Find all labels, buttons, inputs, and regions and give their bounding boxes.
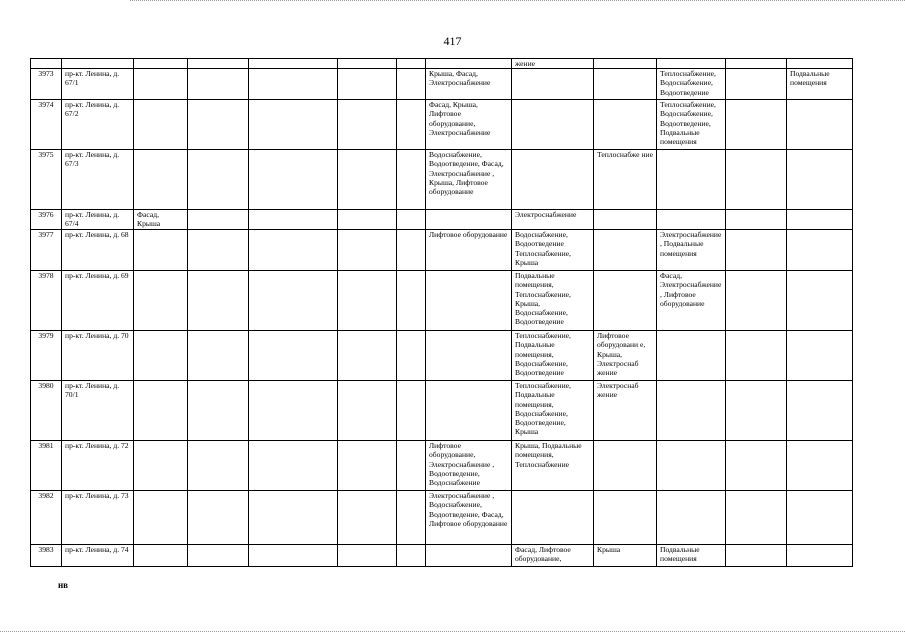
work-type-cell: Подвальные помещения, Теплоснабжение, Крыша, Водоснабжение, Водоотведение [512, 271, 594, 331]
work-type-cell [726, 331, 787, 381]
row-number-cell: 3975 [31, 150, 62, 210]
work-type-cell [657, 491, 726, 545]
work-type-cell [657, 331, 726, 381]
address-cell: пр-кт. Ленина, д. 72 [62, 441, 134, 491]
work-type-cell [249, 271, 338, 331]
address-cell: пр-кт. Ленина, д. 67/1 [62, 69, 134, 100]
row-number-cell: 3979 [31, 331, 62, 381]
continuation-cell: жение [512, 59, 594, 69]
work-type-cell [397, 545, 426, 567]
work-type-cell [134, 150, 188, 210]
address-cell: пр-кт. Ленина, д. 69 [62, 271, 134, 331]
table-row [31, 271, 853, 331]
work-type-cell: Теплоснабжение, Подвальные помещения, Водоснабжение, Водоотведение, Крыша [512, 381, 594, 441]
continuation-row [31, 59, 853, 69]
scan-edge-top [130, 0, 905, 2]
work-type-cell [594, 271, 657, 331]
work-type-cell [134, 331, 188, 381]
work-type-cell [787, 150, 853, 210]
work-type-cell [338, 69, 397, 100]
work-type-cell [426, 545, 512, 567]
work-type-cell [397, 210, 426, 230]
work-type-cell [249, 491, 338, 545]
work-type-cell [426, 271, 512, 331]
row-number-cell: 3983 [31, 545, 62, 567]
work-type-cell [397, 331, 426, 381]
work-type-cell [426, 210, 512, 230]
work-type-cell: Крыша [594, 545, 657, 567]
address-cell: пр-кт. Ленина, д. 67/4 [62, 210, 134, 230]
work-type-cell [397, 381, 426, 441]
work-type-cell: Лифтовое оборудовани е, Крыша, Электроснаб жение [594, 331, 657, 381]
work-type-cell [512, 69, 594, 100]
work-type-cell [188, 381, 249, 441]
address-cell: пр-кт. Ленина, д. 74 [62, 545, 134, 567]
work-type-cell [188, 100, 249, 150]
table-row [31, 100, 853, 150]
row-number-cell: 3977 [31, 230, 62, 271]
work-type-cell [594, 210, 657, 230]
work-type-cell [657, 441, 726, 491]
work-type-cell [594, 230, 657, 271]
row-number-cell: 3981 [31, 441, 62, 491]
work-type-cell [338, 271, 397, 331]
row-number-cell: 3973 [31, 69, 62, 100]
work-type-cell: Подвальные помещения [657, 545, 726, 567]
work-type-cell [134, 271, 188, 331]
work-type-cell [726, 271, 787, 331]
work-type-cell [338, 150, 397, 210]
work-type-cell [512, 150, 594, 210]
work-type-cell: Теплоснабжение, Водоснабжение, Водоотведение [657, 69, 726, 100]
work-type-cell [594, 441, 657, 491]
work-type-cell [134, 230, 188, 271]
work-type-cell [249, 150, 338, 210]
work-type-cell [787, 441, 853, 491]
work-type-cell [512, 491, 594, 545]
work-type-cell: Водоснабжение, Водоотведение Теплоснабжение, Крыша [512, 230, 594, 271]
work-type-cell [249, 381, 338, 441]
work-type-cell: Подвальные помещения [787, 69, 853, 100]
work-type-cell [134, 491, 188, 545]
work-type-cell [397, 441, 426, 491]
work-type-cell [397, 230, 426, 271]
scan-edge-bottom [0, 631, 905, 633]
table-row [31, 150, 853, 210]
work-type-cell [338, 230, 397, 271]
table-row [31, 210, 853, 230]
work-type-cell: Теплоснабжение, Подвальные помещения, Водоснабжение, Водоотведение [512, 331, 594, 381]
work-type-cell: Теплоснабже ние [594, 150, 657, 210]
address-cell: пр-кт. Ленина, д. 73 [62, 491, 134, 545]
work-type-cell [726, 69, 787, 100]
work-type-cell: Фасад, Электроснабжение, Лифтовое оборудование [657, 271, 726, 331]
work-type-cell [726, 491, 787, 545]
work-type-cell: Теплоснабжение, Водоснабжение, Водоотведение, Подвальные помещения [657, 100, 726, 150]
work-type-cell [188, 271, 249, 331]
work-type-cell: Лифтовое оборудование [426, 230, 512, 271]
work-type-cell [594, 100, 657, 150]
work-type-cell [397, 100, 426, 150]
table-row [31, 230, 853, 271]
table-row [31, 441, 853, 491]
work-type-cell: Электроснабжение, Подвальные помещения [657, 230, 726, 271]
work-type-cell [726, 381, 787, 441]
work-type-cell [338, 491, 397, 545]
table-row [31, 545, 853, 567]
work-type-cell [134, 545, 188, 567]
work-type-cell [249, 100, 338, 150]
work-type-cell [397, 271, 426, 331]
work-type-cell [512, 100, 594, 150]
work-type-cell: Крыша, Подвальные помещения, Теплоснабжение [512, 441, 594, 491]
work-type-cell [787, 100, 853, 150]
work-type-cell [338, 100, 397, 150]
table-row [31, 491, 853, 545]
address-cell: пр-кт. Ленина, д. 67/2 [62, 100, 134, 150]
work-type-cell [726, 545, 787, 567]
work-type-cell [397, 69, 426, 100]
work-type-cell [726, 100, 787, 150]
work-type-cell [134, 441, 188, 491]
work-type-cell [134, 100, 188, 150]
work-type-cell [188, 150, 249, 210]
work-type-cell [134, 69, 188, 100]
work-type-cell [397, 150, 426, 210]
work-type-cell: Электроснабжение , Водоснабжение, Водоотведение, Фасад, Лифтовое оборудование [426, 491, 512, 545]
table-row [31, 69, 853, 100]
work-type-cell [249, 441, 338, 491]
work-type-cell [787, 381, 853, 441]
work-type-cell [726, 210, 787, 230]
work-type-cell [426, 331, 512, 381]
work-type-cell: Фасад, Крыша [134, 210, 188, 230]
work-type-cell [787, 545, 853, 567]
work-type-cell: Водоснабжение, Водоотведение, Фасад, Электроснабжение , Крыша, Лифтовое оборудование [426, 150, 512, 210]
work-type-cell [657, 210, 726, 230]
work-type-cell [338, 441, 397, 491]
work-type-cell [249, 230, 338, 271]
row-number-cell: 3978 [31, 271, 62, 331]
address-cell: пр-кт. Ленина, д. 67/3 [62, 150, 134, 210]
work-type-cell [249, 331, 338, 381]
work-type-cell [338, 210, 397, 230]
table-row [31, 381, 853, 441]
page-number: 417 [443, 34, 462, 48]
footer-mark: нв [58, 580, 69, 590]
work-type-cell [188, 331, 249, 381]
work-type-cell [787, 230, 853, 271]
work-type-cell [594, 491, 657, 545]
row-number-cell: 3974 [31, 100, 62, 150]
work-type-cell: Электроснабжение [512, 210, 594, 230]
work-type-cell: Фасад, Крыша, Лифтовое оборудование, Электроснабжение [426, 100, 512, 150]
work-type-cell [726, 150, 787, 210]
work-type-cell [338, 545, 397, 567]
work-type-cell [188, 545, 249, 567]
work-type-cell [338, 331, 397, 381]
work-type-cell [726, 230, 787, 271]
work-type-cell [188, 230, 249, 271]
work-type-cell [188, 69, 249, 100]
work-type-cell: Фасад, Лифтовое оборудование, [512, 545, 594, 567]
work-type-cell [726, 441, 787, 491]
work-type-cell [134, 381, 188, 441]
address-cell: пр-кт. Ленина, д. 70 [62, 331, 134, 381]
work-type-cell: Лифтовое оборудование, Электроснабжение , Водоотведение, Водоснабжение [426, 441, 512, 491]
work-type-cell [657, 150, 726, 210]
work-type-cell [249, 210, 338, 230]
work-type-cell [188, 491, 249, 545]
work-type-cell: Электроснаб жение [594, 381, 657, 441]
address-cell: пр-кт. Ленина, д. 70/1 [62, 381, 134, 441]
work-type-cell [426, 381, 512, 441]
work-type-cell: Крыша, Фасад, Электроснабжение [426, 69, 512, 100]
row-number-cell: 3980 [31, 381, 62, 441]
work-type-cell [338, 381, 397, 441]
row-number-cell: 3976 [31, 210, 62, 230]
row-number-cell: 3982 [31, 491, 62, 545]
work-type-cell [787, 331, 853, 381]
work-type-cell [787, 271, 853, 331]
table-row [31, 331, 853, 381]
repair-schedule-table [30, 58, 853, 567]
work-type-cell [594, 69, 657, 100]
work-type-cell [188, 441, 249, 491]
address-cell: пр-кт. Ленина, д. 68 [62, 230, 134, 271]
work-type-cell [397, 491, 426, 545]
work-type-cell [657, 381, 726, 441]
work-type-cell [188, 210, 249, 230]
work-type-cell [787, 210, 853, 230]
work-type-cell [249, 69, 338, 100]
work-type-cell [787, 491, 853, 545]
work-type-cell [249, 545, 338, 567]
